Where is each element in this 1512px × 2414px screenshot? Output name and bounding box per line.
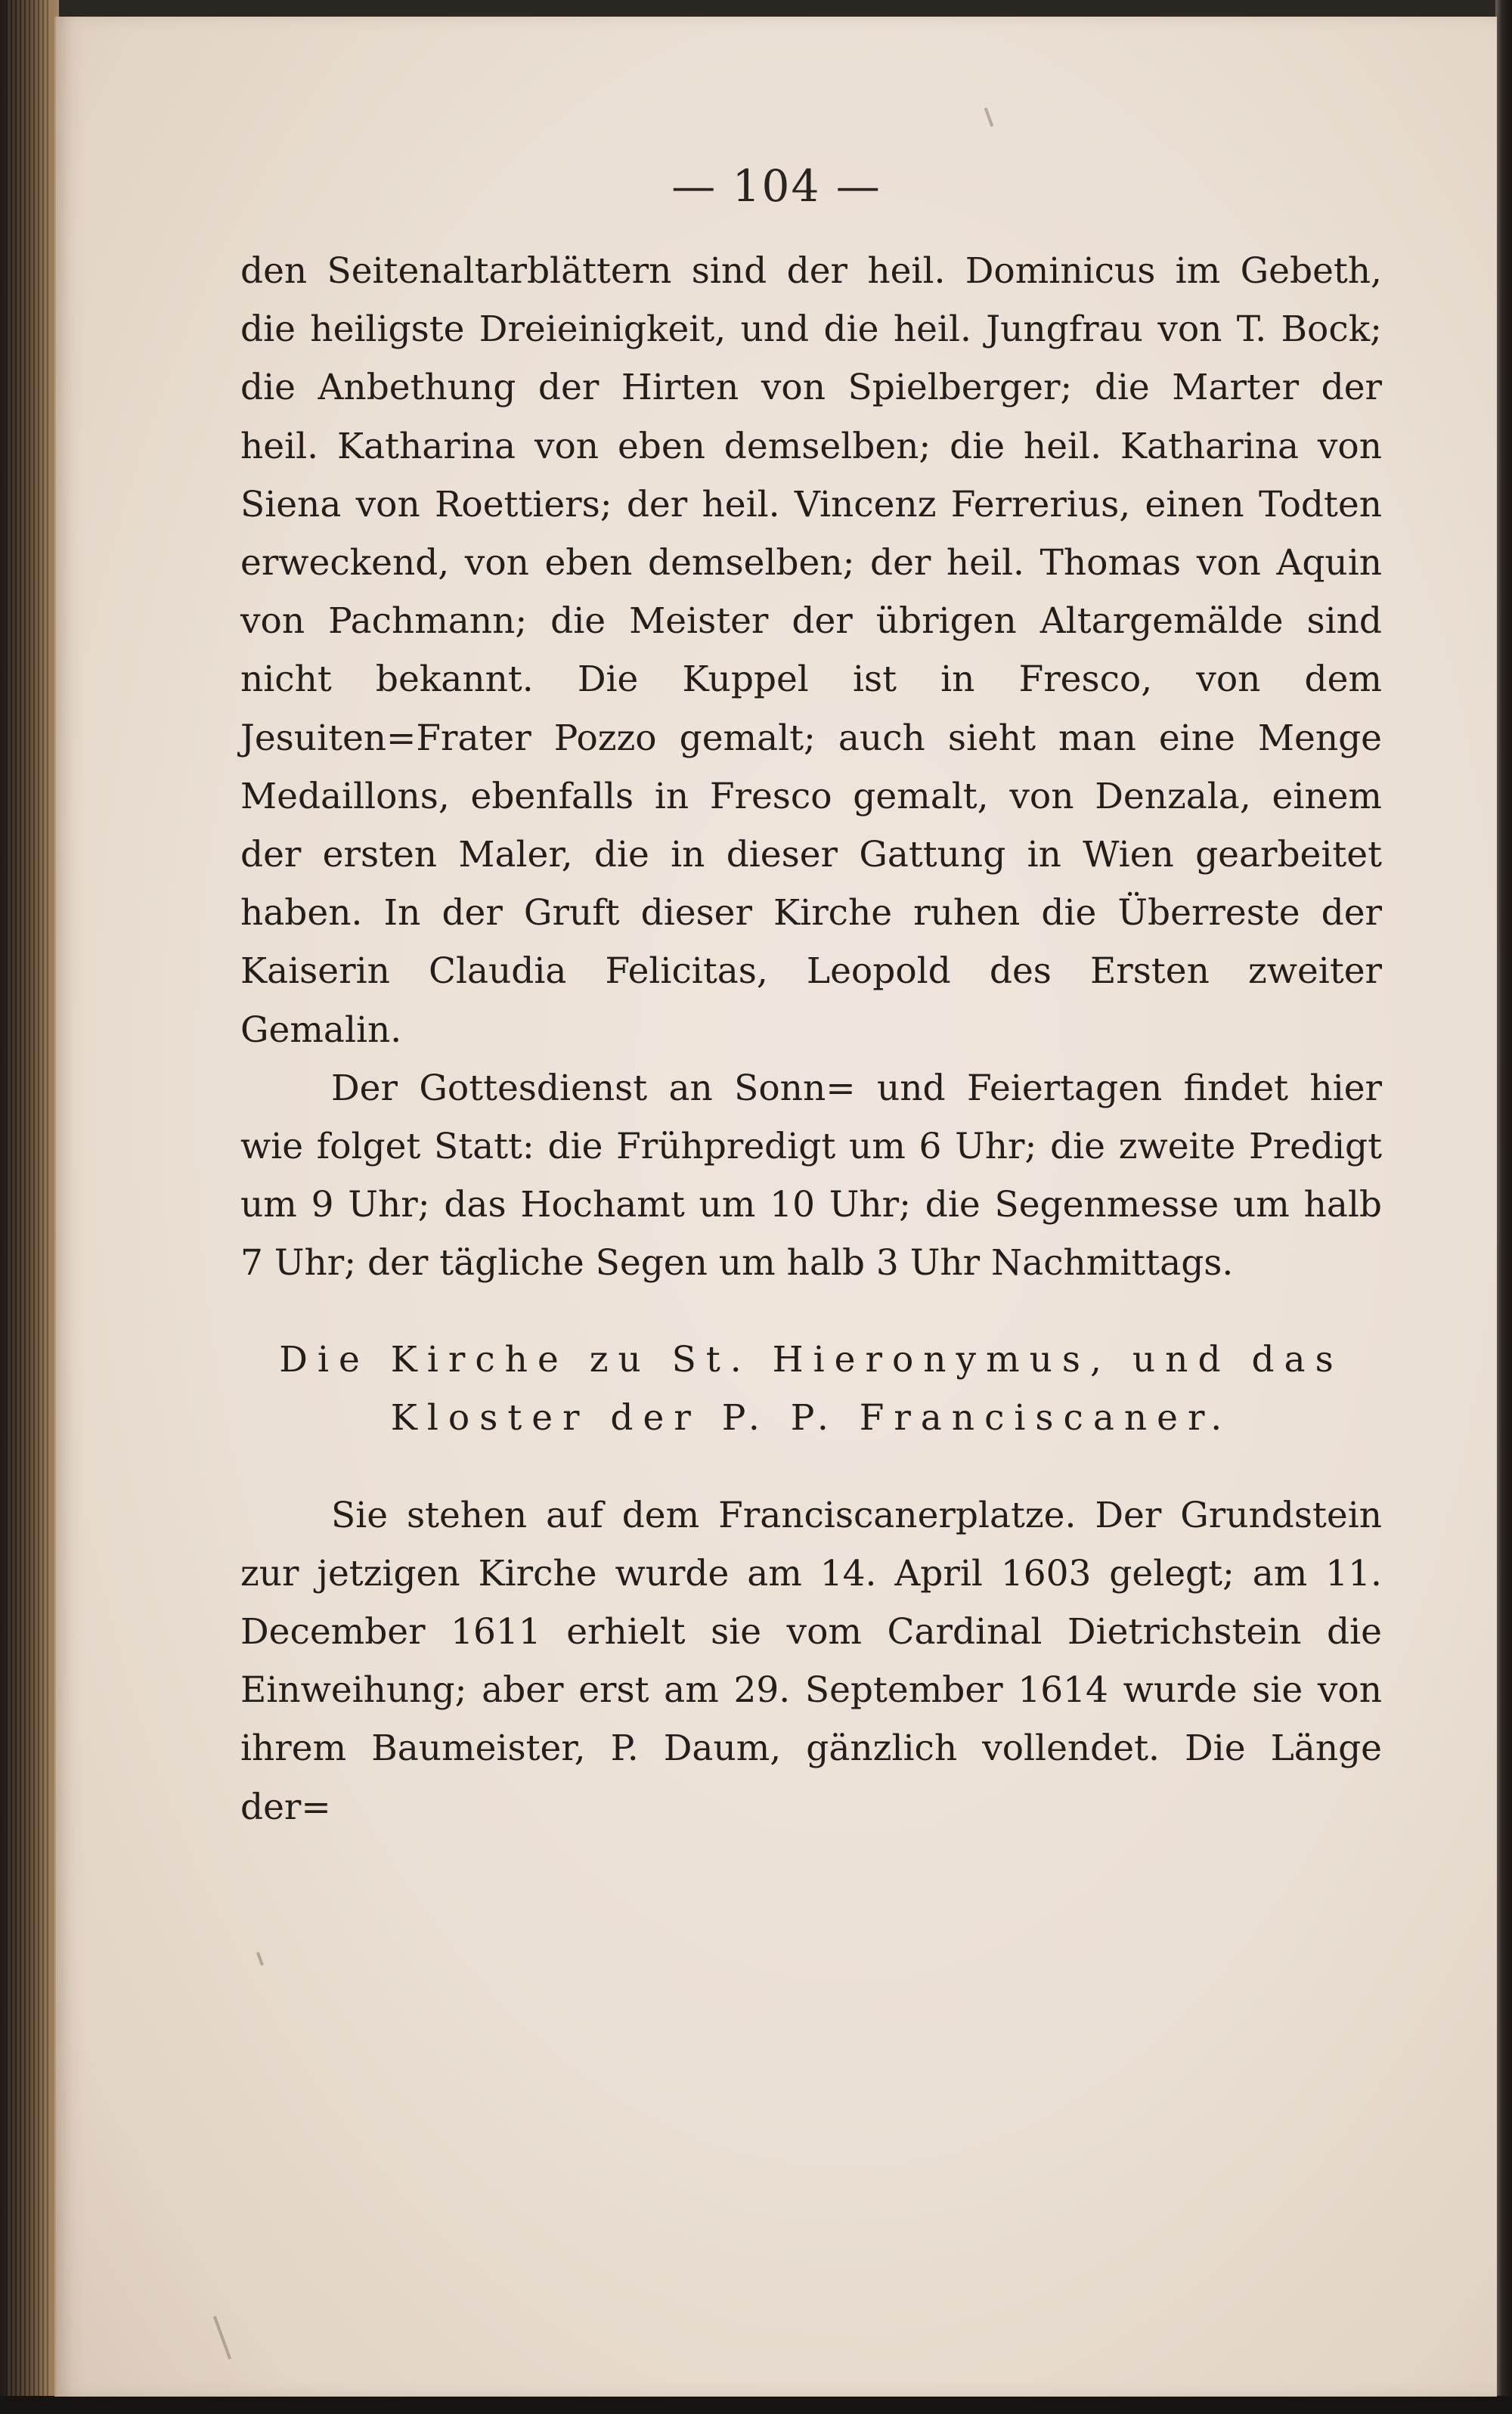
paper-fleck — [213, 2316, 231, 2360]
book-binding-edge — [0, 0, 59, 2414]
right-cover-edge — [1495, 0, 1512, 2414]
section-heading-line-1: Die Kirche zu St. Hieronymus, und das — [279, 1338, 1343, 1381]
section-heading-line-2: Kloster der P. P. Franciscaner. — [390, 1396, 1232, 1439]
paper-fleck — [256, 1952, 264, 1966]
page-number: — 104 — — [671, 160, 881, 212]
paragraph-franciscan-church: Sie stehen auf dem Franciscanerplatze. Der Grundstein zur jetzigen Kirche wurde am 14. April 1603 gelegt; am 11. December 1611 erhielt sie vom Cardinal Dietrichstein die Einweihung; aber erst am 29. September 1614 wurde sie von ihrem Baumeister, P. Daum, gänzlich vollendet. Die Länge der= — [240, 1494, 1382, 1828]
paragraph-service-times: Der Gottesdienst an Sonn= und Feiertagen findet hier wie folget Statt: die Frühpredigt um 6 Uhr; die zweite Predigt um 9 Uhr; das Hochamt um 10 Uhr; die Segenmesse um halb 7 Uhr; der tägliche Segen um halb 3 Uhr Nachmittags. — [240, 1067, 1382, 1284]
page-stack-lines — [6, 0, 51, 2414]
paper-fleck — [984, 107, 994, 127]
body-text — [240, 242, 1382, 1836]
section-heading — [240, 1331, 1382, 1447]
bottom-cover-edge — [0, 2396, 1512, 2414]
paragraph-church-paintings: den Seitenaltarblättern sind der heil. Dominicus im Gebeth, die heiligste Dreieinigkeit, und die heil. Jungfrau von T. Bock; die Anbethung der Hirten von Spielberger; die Marter der heil. Katharina von eben demselben; die heil. Katharina von Siena von Roettiers; der heil. Vincenz Ferrerius, einen Todten erweckend, von eben demselben; der heil. Thomas von Aquin von Pachmann; die Meister der übrigen Altargemälde sind nicht bekannt. Die Kuppel ist in Fresco, von dem Jesuiten=Frater Pozzo gemalt; auch sieht man eine Menge Medaillons, ebenfalls in Fresco gemalt, von Denzala, einem der ersten Maler, die in dieser Gattung in Wien gearbeitet haben. In der Gruft dieser Kirche ruhen die Überreste der Kaiserin Claudia Felicitas, Leopold des Ersten zweiter Gemalin. — [240, 250, 1382, 1051]
